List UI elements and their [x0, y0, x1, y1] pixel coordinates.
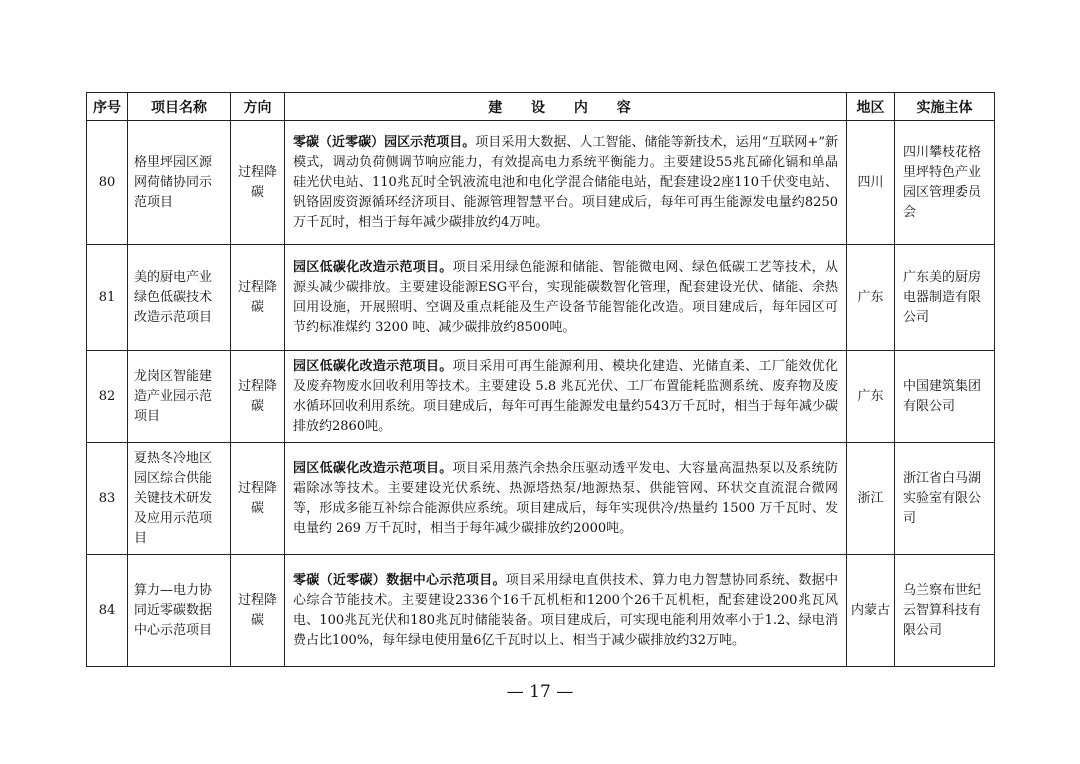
table-row	[87, 555, 995, 667]
header-region: 地区	[847, 93, 895, 121]
row-content	[285, 121, 847, 245]
row-content	[285, 555, 847, 667]
row-name: 算力—电力协同近零碳数据中心示范项目	[128, 555, 231, 667]
row-name: 龙岗区智能建造产业园示范项目	[128, 351, 231, 443]
content-body: 项目采用大数据、人工智能、储能等新技术，运用“互联网+”新模式，调动负荷侧调节响应能力，有效提高电力系统平衡能力。主要建设55兆瓦碲化镉和单晶硅光伏电站、110兆瓦时全钒液流电池和电化学混合储能电站，配套建设2座110千伏变电站、钒铬固废资源循环经济项目、能源管理智慧平台。项目建成后，每年可再生能源发电量约8250万千瓦时，相当于每年减少碳排放约4万吨。	[293, 134, 838, 230]
content-title: 园区低碳化改造示范项目。	[293, 259, 453, 275]
row-region: 内蒙古	[847, 555, 895, 667]
content-title: 园区低碳化改造示范项目。	[293, 358, 453, 374]
row-owner: 中国建筑集团有限公司	[895, 351, 995, 443]
row-name: 美的厨电产业绿色低碳技术改造示范项目	[128, 245, 231, 351]
row-region: 四川	[847, 121, 895, 245]
row-no: 83	[87, 443, 128, 555]
table-row	[87, 245, 995, 351]
row-owner: 浙江省白马湖实验室有限公司	[895, 443, 995, 555]
content-title: 零碳（近零碳）数据中心示范项目。	[293, 572, 506, 588]
content-title: 园区低碳化改造示范项目。	[293, 460, 453, 476]
header-direction: 方向	[231, 93, 285, 121]
row-owner: 四川攀枝花格里坪特色产业园区管理委员会	[895, 121, 995, 245]
content-body: 项目采用绿色能源和储能、智能微电网、绿色低碳工艺等技术，从源头减少碳排放。主要建设能源ESG平台，实现能碳数智化管理，配套建设光伏、储能、余热回用设施，开展照明、空调及重点耗能及生产设备节能智能化改造。项目建成后，每年园区可节约标准煤约 3200 吨、减少碳排放约8500吨。	[293, 259, 838, 335]
row-name: 夏热冬冷地区园区综合供能关键技术研发及应用示范项目	[128, 443, 231, 555]
row-no: 80	[87, 121, 128, 245]
row-content	[285, 351, 847, 443]
row-no: 81	[87, 245, 128, 351]
table-row	[87, 121, 995, 245]
header-name: 项目名称	[128, 93, 231, 121]
table-row	[87, 443, 995, 555]
row-region: 广东	[847, 245, 895, 351]
header-owner: 实施主体	[895, 93, 995, 121]
row-direction: 过程降碳	[231, 351, 285, 443]
row-no: 84	[87, 555, 128, 667]
content-body: 项目采用绿电直供技术、算力电力智慧协同系统、数据中心综合节能技术。主要建设2336个16千瓦机柜和1200个26千瓦机柜，配套建设200兆瓦风电、100兆瓦光伏和180兆瓦时储能装备。项目建成后，可实现电能利用效率小于1.2、绿电消费占比100%，每年绿电使用量6亿千瓦时以上、相当于减少碳排放约32万吨。	[293, 572, 838, 648]
row-owner: 广东美的厨房电器制造有限公司	[895, 245, 995, 351]
content-title: 零碳（近零碳）园区示范项目。	[293, 134, 476, 150]
table-header-row	[87, 93, 995, 121]
content-body: 项目采用可再生能源利用、模块化建造、光储直柔、工厂能效优化及废弃物废水回收利用等技术。主要建设 5.8 兆瓦光伏、工厂布置能耗监测系统、废弃物及废水循环回收利用系统。项目建成后，每年可再生能源发电量约543万千瓦时，相当于每年减少碳排放约2860吨。	[293, 358, 838, 434]
content-body: 项目采用蒸汽余热余压驱动透平发电、大容量高温热泵以及系统防霜除冰等技术。主要建设光伏系统、热源塔热泵/地源热泵、供能管网、环状交直流混合微网等，形成多能互补综合能源供应系统。项目建成后，每年实现供冷/热量约 1500 万千瓦时、发电量约 269 万千瓦时，相当于每年减少碳排放约2000吨。	[293, 460, 838, 536]
row-content	[285, 443, 847, 555]
row-region: 浙江	[847, 443, 895, 555]
row-direction: 过程降碳	[231, 121, 285, 245]
row-name: 格里坪园区源网荷储协同示范项目	[128, 121, 231, 245]
row-direction: 过程降碳	[231, 555, 285, 667]
row-content	[285, 245, 847, 351]
row-direction: 过程降碳	[231, 443, 285, 555]
row-direction: 过程降碳	[231, 245, 285, 351]
header-content: 建 设 内 容	[285, 93, 847, 121]
page-number: — 17 —	[506, 682, 574, 702]
table-row	[87, 351, 995, 443]
row-region: 广东	[847, 351, 895, 443]
row-no: 82	[87, 351, 128, 443]
row-owner: 乌兰察布世纪云智算科技有限公司	[895, 555, 995, 667]
projects-table	[86, 92, 995, 667]
header-no: 序号	[87, 93, 128, 121]
